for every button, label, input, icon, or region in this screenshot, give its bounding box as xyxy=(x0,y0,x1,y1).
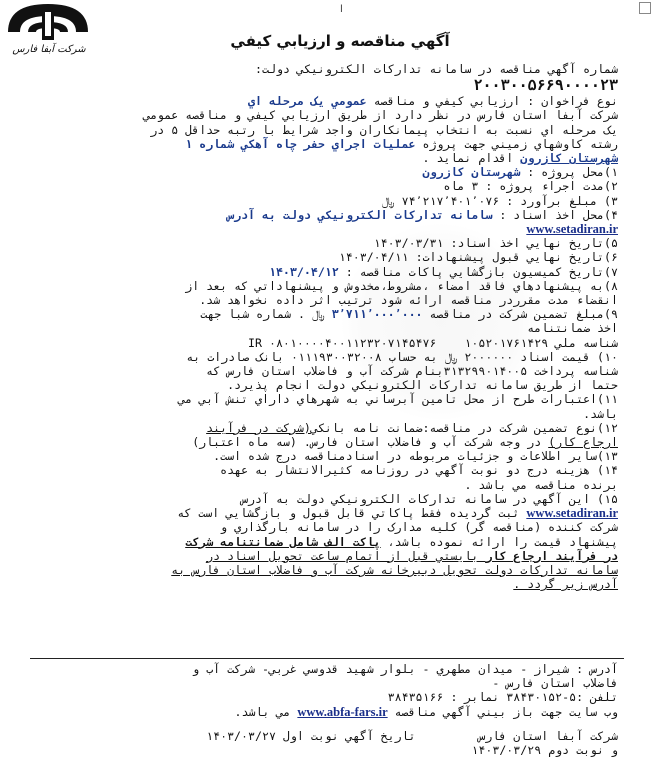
item-9 xyxy=(34,307,618,321)
phone-line: تلفن :۵-۳۸۴۳۰۱۵۲ نمابر : ۳۸۴۳۵۱۶۶ xyxy=(387,690,618,705)
intro-line-3-text: رشته کاوشهاي زميني جهت پروژه xyxy=(422,136,618,151)
logo-company-name: شرکت آبفا فارس xyxy=(12,44,86,55)
item-15-line-1: ۱۵) اين آگهي در سامانه تدارکات الکترونيکي دولت به آدرس xyxy=(241,491,618,506)
item-14-line-2: برنده مناقصه مي باشد . xyxy=(464,477,618,492)
item-4-value: سامانه تدارکات الکترونيکي دولت به آدرس xyxy=(227,207,493,222)
project-name: عمليات اجراي حفر چاه آهکي شماره ۱ xyxy=(185,136,416,151)
item-15-text-5: بايستي قبل از اتمام ساعت تحويل اسناد در xyxy=(206,548,486,563)
first-publication-date: تاريخ آگهي نوبت اول ۱۴۰۳/۰۳/۲۷ xyxy=(206,728,416,743)
tender-number: ۲۰۰۳۰۰۵۶۶۹۰۰۰۰۲۳ xyxy=(473,76,618,95)
item-15-line-5 xyxy=(34,549,618,563)
item-11-line-1: ۱۱)اعتبارات طرح از محل تامين آبرساني به شهرهاي داراي تنش آبي مي xyxy=(178,392,618,407)
setadiran-link-2[interactable]: www.setadiran.ir xyxy=(526,506,618,521)
item-13: ۱۳)ساير اطلاعات و جزئيات مربوطه در اسنادمناقصه درج شده است. xyxy=(213,449,618,464)
item-5: ۵)تاريخ نهايي اخذ اسناد: ۱۴۰۳/۰۳/۳۱ xyxy=(373,236,618,251)
item-8-line-2: انقضاء مدت مقرردر مناقصه ارائه شود ترتيب اثر داده نخواهد شد. xyxy=(199,293,618,308)
item-9-label: ۹)مبلغ تضمين شرکت در مناقصه xyxy=(429,307,618,322)
notice-title: آگهي مناقصه و ارزيابي کيفي xyxy=(230,32,450,50)
item-7-value: ۱۴۰۳/۰۴/۱۲ xyxy=(268,264,339,279)
intro-line-1: شرکت آبفا استان فارس در نظر دارد از طريق ارزيابي کيفي و مناقصه عمومي xyxy=(143,108,618,123)
item-15-text-2: ثبت گرديده فقط پاکاتي قابل قبول و بازگشايي است که xyxy=(177,506,520,521)
intro-line-2: يک مرحله اي نسبت به انتخاب پيمانکاران واجد شرايط با رتبه حداقل ۵ در xyxy=(150,122,618,137)
item-12-text-2: در وجه شرکت آب و فاضلاب استان فارس. (سه ماه اعتبار) xyxy=(192,435,542,450)
notice-body xyxy=(34,62,618,591)
national-id: شناسه ملي ۱۰۵۲۰۱۷۶۱۴۲۹ xyxy=(464,335,618,350)
intro-line-3 xyxy=(34,137,618,151)
abfa-link[interactable]: www.abfa-fars.ir xyxy=(297,704,388,719)
corner-mark xyxy=(639,2,651,14)
setadiran-link[interactable]: www.setadiran.ir xyxy=(526,222,618,237)
page-mark: ا xyxy=(340,4,343,15)
item-8-line-1: ۸)به پيشنهادهاي فاقد امضاء ،مشروط،مخدوش و پيشنهاداتي که بعد از xyxy=(185,278,618,293)
item-15-line-4 xyxy=(34,535,618,549)
item-4 xyxy=(34,208,618,222)
item-14-line-1: ۱۴) هزينه درج دو نوبت آگهي در روزنامه کثيرالانتشار به عهده xyxy=(220,463,618,478)
notice-footer xyxy=(34,662,618,757)
issuer-company: شرکت آبفا استان فارس xyxy=(478,728,618,743)
item-15-line-7: آدرس زير گردد . xyxy=(513,577,618,592)
tender-number-label: شماره آگهي مناقصه در سامانه تدارکات الکترونيکي دولت: xyxy=(255,62,618,76)
address-line-2: فاضلاب استان فارس - xyxy=(492,676,618,691)
item-15-emph-4: پاکت الف شامل ضمانتنامه شرکت xyxy=(185,534,381,549)
item-3: ۳) مبلغ برآورد : ۷۴٬۲۱۷٬۴۰۱٬۰۷۶ ﷼ xyxy=(381,193,618,208)
item-10-line-1: ۱۰) قيمت اسناد ۲۰۰۰۰۰۰ ﷼ به حساب ۰۱۱۱۹۳۰۰۳۲۰۰۸ بانک صادرات به xyxy=(186,349,618,364)
item-1-label: ۱)محل پروژه : xyxy=(527,165,618,180)
call-type-line xyxy=(34,94,618,108)
item-10-line-2: شناسه پرداخت ۳۱۳۲۹۹۰۱۴۰۰۵بنام شرکت آب و فاضلاب استان فارس که xyxy=(206,364,618,379)
website-label: وب سايت جهت باز بيني آگهي مناقصه xyxy=(394,704,618,719)
item-12-text: ۱۲)نوع تضمين شرکت در مناقصه:ضمانت نامه بانکي xyxy=(310,420,618,435)
item-1 xyxy=(34,165,618,179)
item-6: ۶)تاريخ نهايي قبول پيشنهادات: ۱۴۰۳/۰۴/۱۱ xyxy=(338,250,618,265)
item-7-label: ۷)تاريخ کميسيون بازگشايي پاکات مناقصه : xyxy=(345,264,618,279)
intro-line-4 xyxy=(34,151,618,165)
call-type-label: نوع فراخوان : ارزيابي کيفي و مناقصه xyxy=(373,94,618,109)
item-12-underlined-2: ارجاع کار) xyxy=(548,435,618,450)
iban-number: IR ۰۸۰۱۰۰۰۰۴۰۰۱۱۲۳۲۰۷۱۴۵۴۷۶ xyxy=(248,335,437,350)
item-15-line-2 xyxy=(34,506,618,520)
item-9-rest: ﷼ . شماره شبا جهت xyxy=(200,307,325,322)
item-7 xyxy=(34,265,618,279)
iban-line xyxy=(34,336,618,350)
address-line-1: آدرس : شيراز - ميدان مطهري - بلوار شهيد قدوسي غربي- شرکت آب و xyxy=(192,662,618,676)
item-9-line-2: اخذ ضمانتنامه xyxy=(527,321,618,336)
second-publication-date: و نوبت دوم ۱۴۰۳/۰۳/۲۹ xyxy=(471,743,618,758)
item-10-line-3: حتما از طريق سامانه تدارکات الکترونيکي دولت انجام پذيرد. xyxy=(227,378,618,393)
intro-action: اقدام نمايد . xyxy=(422,151,514,166)
item-2: ۲)مدت اجراء پروژه : ۳ ماه xyxy=(443,179,618,194)
website-line xyxy=(34,705,618,719)
item-4-label: ۴)محل اخذ اسناد : xyxy=(499,207,618,222)
item-9-value: ۳٬۷۱۱٬۰۰۰٬۰۰۰ xyxy=(331,307,423,322)
item-12-line-1 xyxy=(34,421,618,435)
county-name: شهرستان کازرون xyxy=(520,151,618,166)
item-12-underlined: (شرکت در فرآيند xyxy=(206,420,311,435)
item-4-link-line xyxy=(34,222,618,236)
item-15-emph-5: در فرآيند ارجاع کار xyxy=(485,548,618,563)
issuer-line xyxy=(34,729,618,743)
website-end: مي باشد. xyxy=(234,704,291,719)
item-15-line-6: سامانه تدارکات دولت تحويل دبيرخانه شرکت آب و فاضلاب استان فارس به xyxy=(171,562,618,577)
item-15-text-4: پيشنهاد قيمت را ارائه نموده باشد، xyxy=(380,534,618,549)
call-type-value: عمومي يک مرحله اي xyxy=(248,94,367,109)
item-11-line-2: باشد. xyxy=(583,406,618,421)
footer-divider xyxy=(30,658,624,659)
item-15-line-3: شرکت کننده (مناقصه گر) کليه مدارک را در سامانه بارگذاري و xyxy=(220,520,618,535)
item-12-line-2 xyxy=(34,435,618,449)
item-1-value: شهرستان کازرون xyxy=(422,165,521,180)
